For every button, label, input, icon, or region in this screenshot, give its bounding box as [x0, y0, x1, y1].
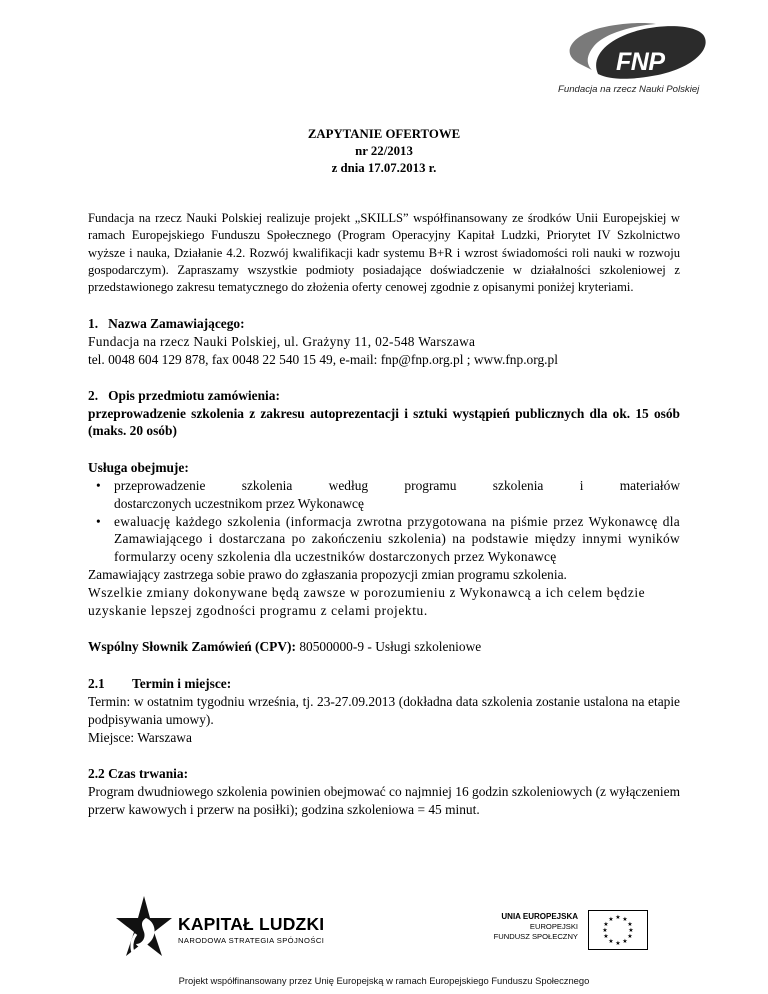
- section-1-heading: 1. Nazwa Zamawiającego:: [88, 316, 245, 332]
- order-subject: przeprowadzenie szkolenia z zakresu autoprezentacji i sztuki wystąpień publicznych dla ok. 15 osób (maks. 20 osób): [88, 405, 680, 439]
- fnp-logo: [520, 14, 710, 96]
- kapital-ludzki-title: KAPITAŁ LUDZKI: [178, 914, 325, 934]
- eu-label: [468, 912, 578, 942]
- fnp-logo-subtitle: Fundacja na rzecz Nauki Polskiej: [558, 84, 700, 95]
- svg-text:★: ★: [622, 938, 628, 945]
- section-1: [88, 315, 680, 368]
- kapital-ludzki-emblem-icon: [116, 896, 172, 968]
- term-text: Termin: w ostatnim tygodniu września, tj. 23-27.09.2013 (dokładna data szkolenia zostanie ustalona na etapie podpisywania umowy).: [88, 694, 680, 727]
- document-body: [88, 210, 680, 819]
- ordering-party-address: Fundacja na rzecz Nauki Polskiej, ul. Grażyny 11, 02-548 Warszawa: [88, 334, 476, 350]
- section-2-heading: 2. Opis przedmiotu zamówienia:: [88, 387, 280, 403]
- svg-text:★: ★: [608, 938, 614, 945]
- section-2-2-heading: 2.2 Czas trwania:: [88, 766, 189, 782]
- service-note-2: Wszelkie zmiany dokonywane będą zawsze w porozumieniu z Wykonawcą a ich celem będzie uzyskanie lepszej zgodności programu z celami projektu.: [88, 584, 646, 618]
- duration-text: Program dwudniowego szkolenia powinien obejmować co najmniej 16 godzin szkoleniowych (z wyłączeniem przerw kawowych i przerw na posiłki); godzina szkoleniowa = 45 minut.: [88, 784, 680, 818]
- ordering-party-contact: tel. 0048 604 129 878, fax 0048 22 540 15 49, e-mail: fnp@fnp.org.pl ; www.fnp.org.pl: [88, 352, 558, 368]
- document-title: [0, 126, 768, 177]
- list-item: [114, 477, 680, 513]
- fnp-logo-text: FNP: [616, 48, 665, 76]
- fnp-logo-swoosh-icon: [520, 14, 710, 84]
- section-2: [88, 387, 680, 440]
- cpv-line: [88, 638, 680, 656]
- eu-line-2: EUROPEJSKI: [529, 922, 578, 931]
- section-2-1-number: 2.1: [88, 676, 105, 692]
- title-line-2: nr 22/2013: [355, 144, 413, 158]
- svg-text:★: ★: [615, 914, 621, 921]
- eu-flag-icon: [588, 910, 648, 950]
- section-2-1: [88, 675, 680, 746]
- svg-text:★: ★: [627, 921, 633, 928]
- eu-title: UNIA EUROPEJSKA: [501, 912, 578, 921]
- kapital-ludzki-subtitle: NARODOWA STRATEGIA SPÓJNOŚCI: [178, 936, 325, 945]
- service-heading: Usługa obejmuje:: [88, 460, 189, 476]
- footer-note: Projekt współfinansowany przez Unię Europejską w ramach Europejskiego Funduszu Społecznego: [178, 975, 590, 986]
- service-scope: [88, 459, 680, 619]
- svg-text:★: ★: [602, 927, 608, 934]
- list-item: • ewaluację każdego szkolenia (informacja zwrotna przygotowana na piśmie przez Wykonawcę dla Zamawiającego i dostarczana po zakończeniu szkolenia) na podstawie między innymi wyników formularzy oceny szkolenia dla uczestników dostarczonych przez Wykonawcę: [114, 513, 680, 566]
- svg-text:★: ★: [603, 921, 609, 928]
- service-bullet-1-line-2: dostarczonych uczestnikom przez Wykonawcę: [114, 495, 364, 511]
- service-note-1: Zamawiający zastrzega sobie prawo do zgłaszania propozycji zmian programu szkolenia.: [88, 567, 567, 583]
- service-list: [88, 477, 680, 566]
- svg-text:★: ★: [628, 927, 634, 934]
- svg-text:★: ★: [608, 916, 614, 923]
- place-text: Miejsce: Warszawa: [88, 729, 192, 745]
- svg-text:★: ★: [627, 933, 633, 940]
- title-line-3: z dnia 17.07.2013 r.: [331, 161, 437, 175]
- section-2-1-heading: Termin i miejsce:: [132, 676, 232, 692]
- eu-line-3: FUNDUSZ SPOŁECZNY: [493, 932, 578, 941]
- svg-text:★: ★: [615, 940, 621, 947]
- service-bullet-1-line-1: • przeprowadzenie szkolenia według programu szkolenia i materiałów: [114, 478, 680, 494]
- section-2-2: [88, 765, 680, 818]
- intro-paragraph: Fundacja na rzecz Nauki Polskiej realizuje projekt „SKILLS” współfinansowany ze środków Unii Europejskiej w ramach Europejskiego Funduszu Społecznego (Program Operacyjny Kapitał Ludzki, Priorytet IV Szkolnictwo wyższe i nauka, Działanie 4.2. Rozwój kwalifikacji kadr systemu B+R i wzrost świadomości roli nauki w rozwoju gospodarczym). Zapraszamy wszystkie podmioty posiadające doświadczenie w działalności szkoleniowej z przedstawionego zakresu tematycznego do złożenia oferty cenowej zgodnie z opisanymi poniżej kryteriami.: [88, 211, 680, 295]
- svg-text:★: ★: [622, 916, 628, 923]
- title-line-1: ZAPYTANIE OFERTOWE: [307, 127, 461, 141]
- svg-text:★: ★: [603, 933, 609, 940]
- cpv-label: Wspólny Słownik Zamówień (CPV):: [88, 639, 296, 655]
- cpv-value: 80500000-9 - Usługi szkoleniowe: [295, 639, 482, 655]
- footer: [0, 894, 768, 994]
